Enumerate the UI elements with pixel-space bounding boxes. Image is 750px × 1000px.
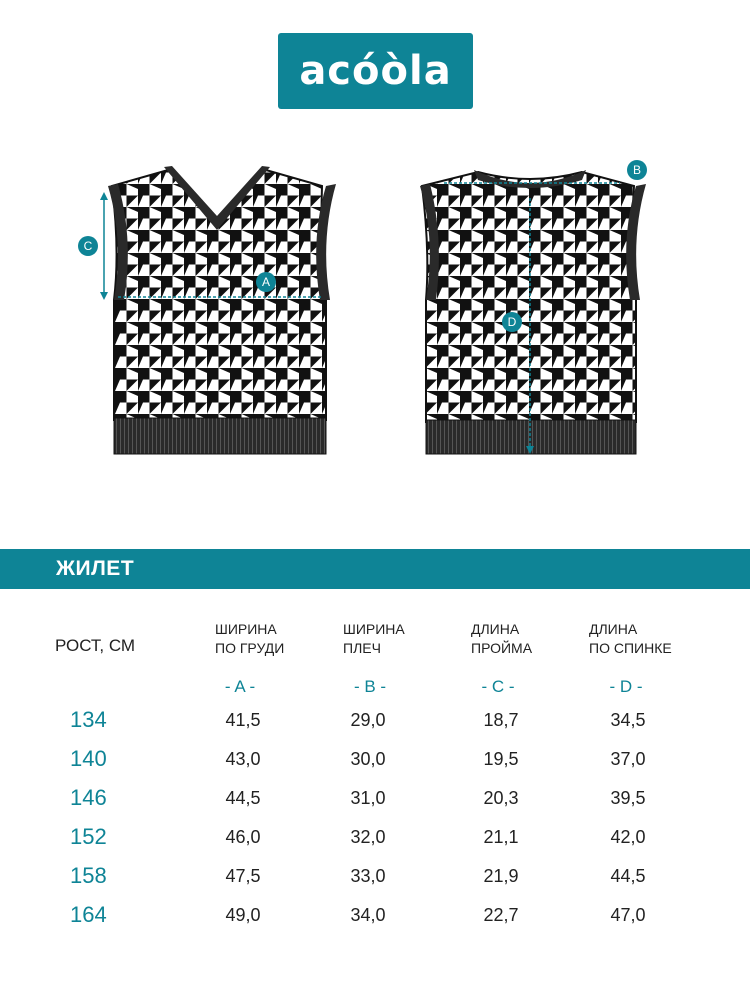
table-cell: 37,0: [610, 749, 646, 769]
table-cell: 44,5: [225, 788, 261, 808]
column-header-line1: ДЛИНА: [471, 621, 520, 637]
column-code-b: - B -: [353, 677, 387, 696]
table-cell: 29,0: [350, 710, 386, 730]
table-cell: 39,5: [610, 788, 646, 808]
table-cell: 47,0: [610, 905, 646, 925]
column-header-line1: ДЛИНА: [589, 621, 638, 637]
table-cell: 41,5: [225, 710, 261, 730]
table-cell: 22,7: [483, 905, 519, 925]
table-cell: 19,5: [483, 749, 519, 769]
vest-back: [420, 160, 647, 454]
column-header-line1: ШИРИНА: [215, 621, 277, 637]
table-cell: 47,5: [225, 866, 261, 886]
table-cell: 33,0: [350, 866, 386, 886]
table-cell: 21,1: [483, 827, 519, 847]
section-title: ЖИЛЕТ: [56, 557, 135, 580]
table-cell: 46,0: [225, 827, 261, 847]
column-code-c: - C -: [481, 677, 515, 696]
row-height: 140: [70, 746, 107, 771]
table-cell: 31,0: [350, 788, 386, 808]
row-height: 134: [70, 707, 107, 732]
table-cell: 20,3: [483, 788, 519, 808]
column-header-line2: ПРОЙМА: [471, 640, 533, 656]
table-cell: 32,0: [350, 827, 386, 847]
vest-back-body: [422, 172, 636, 422]
marker-b-label: B: [632, 163, 642, 177]
table-cell: 42,0: [610, 827, 646, 847]
section-header: [0, 549, 750, 589]
marker-c-label: C: [83, 239, 93, 253]
table-cell: 30,0: [350, 749, 386, 769]
column-header-line2: ПО ГРУДИ: [215, 640, 285, 656]
vest-front-body: [112, 170, 326, 420]
column-header-back-length: [589, 620, 672, 658]
vest-front-hem: [114, 418, 326, 454]
column-header-chest-width: [215, 620, 284, 658]
table-cell: 49,0: [225, 905, 261, 925]
column-header-armhole-length: [471, 620, 532, 658]
vest-front: [78, 166, 336, 454]
marker-d-label: D: [507, 315, 517, 329]
table-cell: 34,0: [350, 905, 386, 925]
table-cell: 43,0: [225, 749, 261, 769]
table-cell: 44,5: [610, 866, 646, 886]
row-height: 158: [70, 863, 107, 888]
row-height: 146: [70, 785, 107, 810]
brand-logo-text: acóòla: [299, 48, 452, 94]
column-header-line1: ШИРИНА: [343, 621, 405, 637]
table-cell: 21,9: [483, 866, 519, 886]
column-header-shoulder-width: [343, 620, 405, 658]
column-header-line2: ПО СПИНКЕ: [589, 640, 672, 656]
height-column-header: РОСТ, СМ: [55, 636, 136, 655]
column-code-a: - A -: [224, 677, 256, 696]
marker-a-label: A: [261, 275, 271, 289]
column-code-d: - D -: [609, 677, 643, 696]
table-cell: 34,5: [610, 710, 646, 730]
row-height: 164: [70, 902, 107, 927]
vest-diagram: [0, 150, 750, 470]
column-header-line2: ПЛЕЧ: [343, 640, 381, 656]
table-cell: 18,7: [483, 710, 519, 730]
brand-logo: [278, 33, 473, 109]
row-height: 152: [70, 824, 107, 849]
